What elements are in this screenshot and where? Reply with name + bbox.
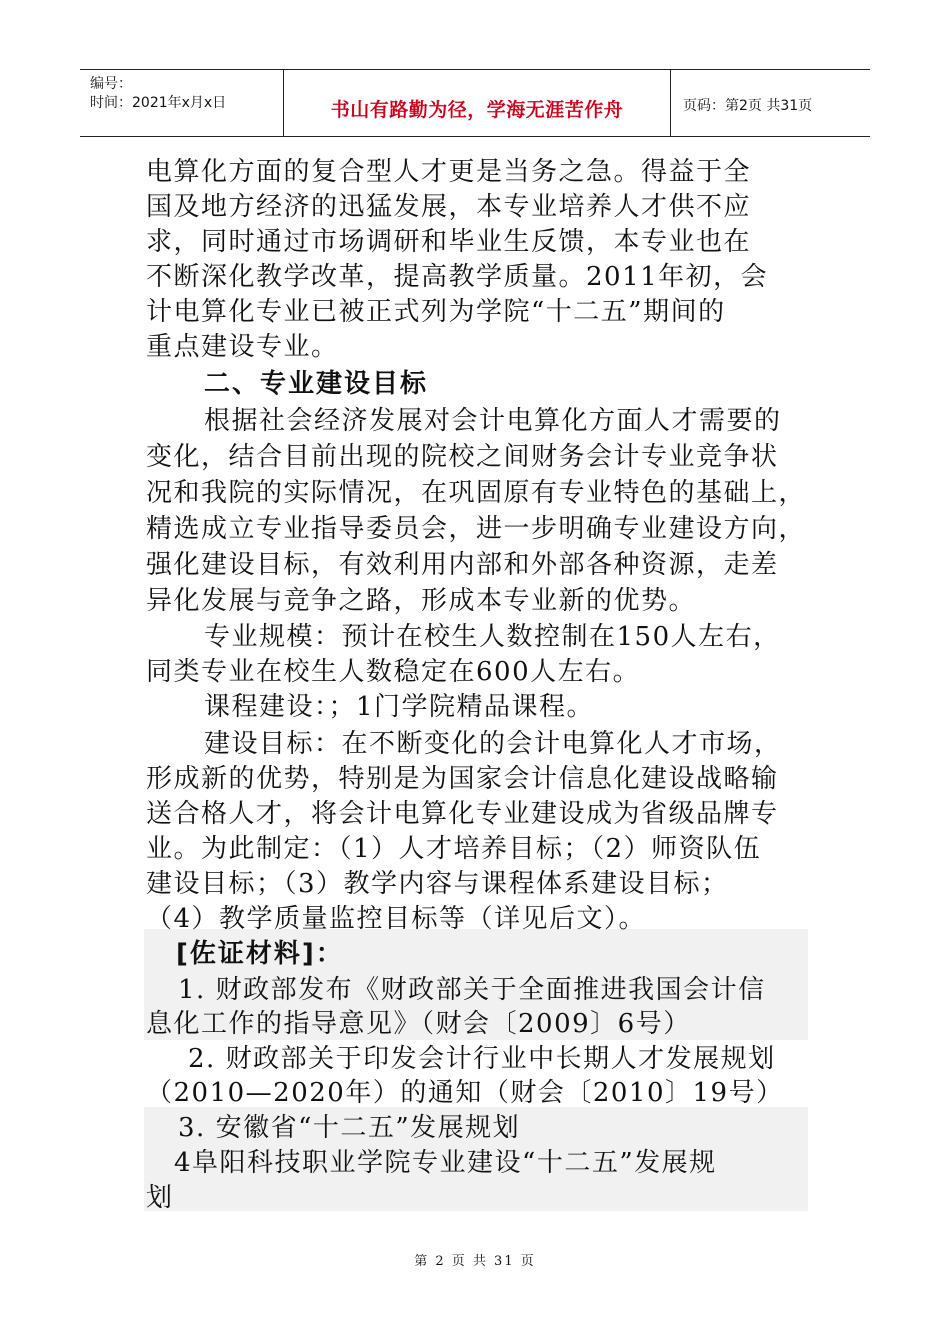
header-page-info: 页码：第2页 共31页 xyxy=(683,98,813,114)
body-line: 专业规模：预计在校生人数控制在150人左右， xyxy=(204,622,781,652)
header-page-cell xyxy=(671,70,870,136)
header-motto: 书山有路勤为径，学海无涯苦作舟 xyxy=(330,99,624,121)
evidence-item: 2. 财政部关于印发会计行业中长期人才发展规划 xyxy=(188,1044,776,1074)
body-line: 变化，结合目前出现的院校之间财务会计专业竞争状 xyxy=(146,442,779,472)
evidence-item: （2010—2020年）的通知（财会〔2010〕19号） xyxy=(146,1078,784,1108)
document-time-label: 时间：2021年x月x日 xyxy=(90,95,227,111)
body-line: 形成新的优势，特别是为国家会计信息化建设战略输 xyxy=(146,764,779,794)
body-line: 精选成立专业指导委员会，进一步明确专业建设方向， xyxy=(146,514,807,544)
header-meta-cell xyxy=(80,70,284,136)
evidence-item: 息化工作的指导意见》（财会〔2009〕6号） xyxy=(146,1009,691,1039)
body-line: 异化发展与竞争之路，形成本专业新的优势。 xyxy=(146,586,697,616)
header-motto-cell xyxy=(284,70,671,136)
evidence-heading: [佐证材料]： xyxy=(176,939,344,969)
body-line: 同类专业在校生人数稳定在600人左右。 xyxy=(146,657,641,687)
evidence-item: 划 xyxy=(146,1183,174,1213)
body-line: 根据社会经济发展对会计电算化方面人才需要的 xyxy=(204,406,782,436)
body-line: 国及地方经济的迅猛发展，本专业培养人才供不应 xyxy=(146,192,752,222)
page-footer: 第 2 页 共 31 页 xyxy=(414,1254,536,1269)
body-line: 建设目标；（3）教学内容与课程体系建设目标； xyxy=(146,869,729,899)
body-line: 重点建设专业。 xyxy=(146,332,339,362)
body-line: 不断深化教学改革，提高教学质量。2011年初，会 xyxy=(146,262,769,292)
section-heading: 二、专业建设目标 xyxy=(204,369,429,399)
evidence-item: 1. 财政部发布《财政部关于全面推进我国会计信 xyxy=(178,975,766,1005)
document-number-label: 编号： xyxy=(90,76,132,92)
body-line: 况和我院的实际情况，在巩固原有专业特色的基础上， xyxy=(146,478,807,508)
page-header xyxy=(80,69,870,137)
body-line: 业。为此制定：（1）人才培养目标；（2）师资队伍 xyxy=(146,834,762,864)
body-line: 课程建设：；1门学院精品课程。 xyxy=(204,692,595,722)
body-line: 电算化方面的复合型人才更是当务之急。得益于全 xyxy=(146,157,752,187)
body-line: 强化建设目标，有效利用内部和外部各种资源，走差 xyxy=(146,550,779,580)
body-line: 送合格人才，将会计电算化专业建设成为省级品牌专 xyxy=(146,799,779,829)
body-line: 求，同时通过市场调研和毕业生反馈，本专业也在 xyxy=(146,227,752,257)
body-line: 建设目标：在不断变化的会计电算化人才市场， xyxy=(204,729,782,759)
body-line: 计电算化专业已被正式列为学院“十二五”期间的 xyxy=(146,297,726,327)
body-line: （4）教学质量监控目标等（详见后文）。 xyxy=(146,904,647,934)
evidence-item: 3. 安徽省“十二五”发展规划 xyxy=(178,1113,521,1143)
evidence-item: 4阜阳科技职业学院专业建设“十二五”发展规 xyxy=(174,1148,717,1178)
